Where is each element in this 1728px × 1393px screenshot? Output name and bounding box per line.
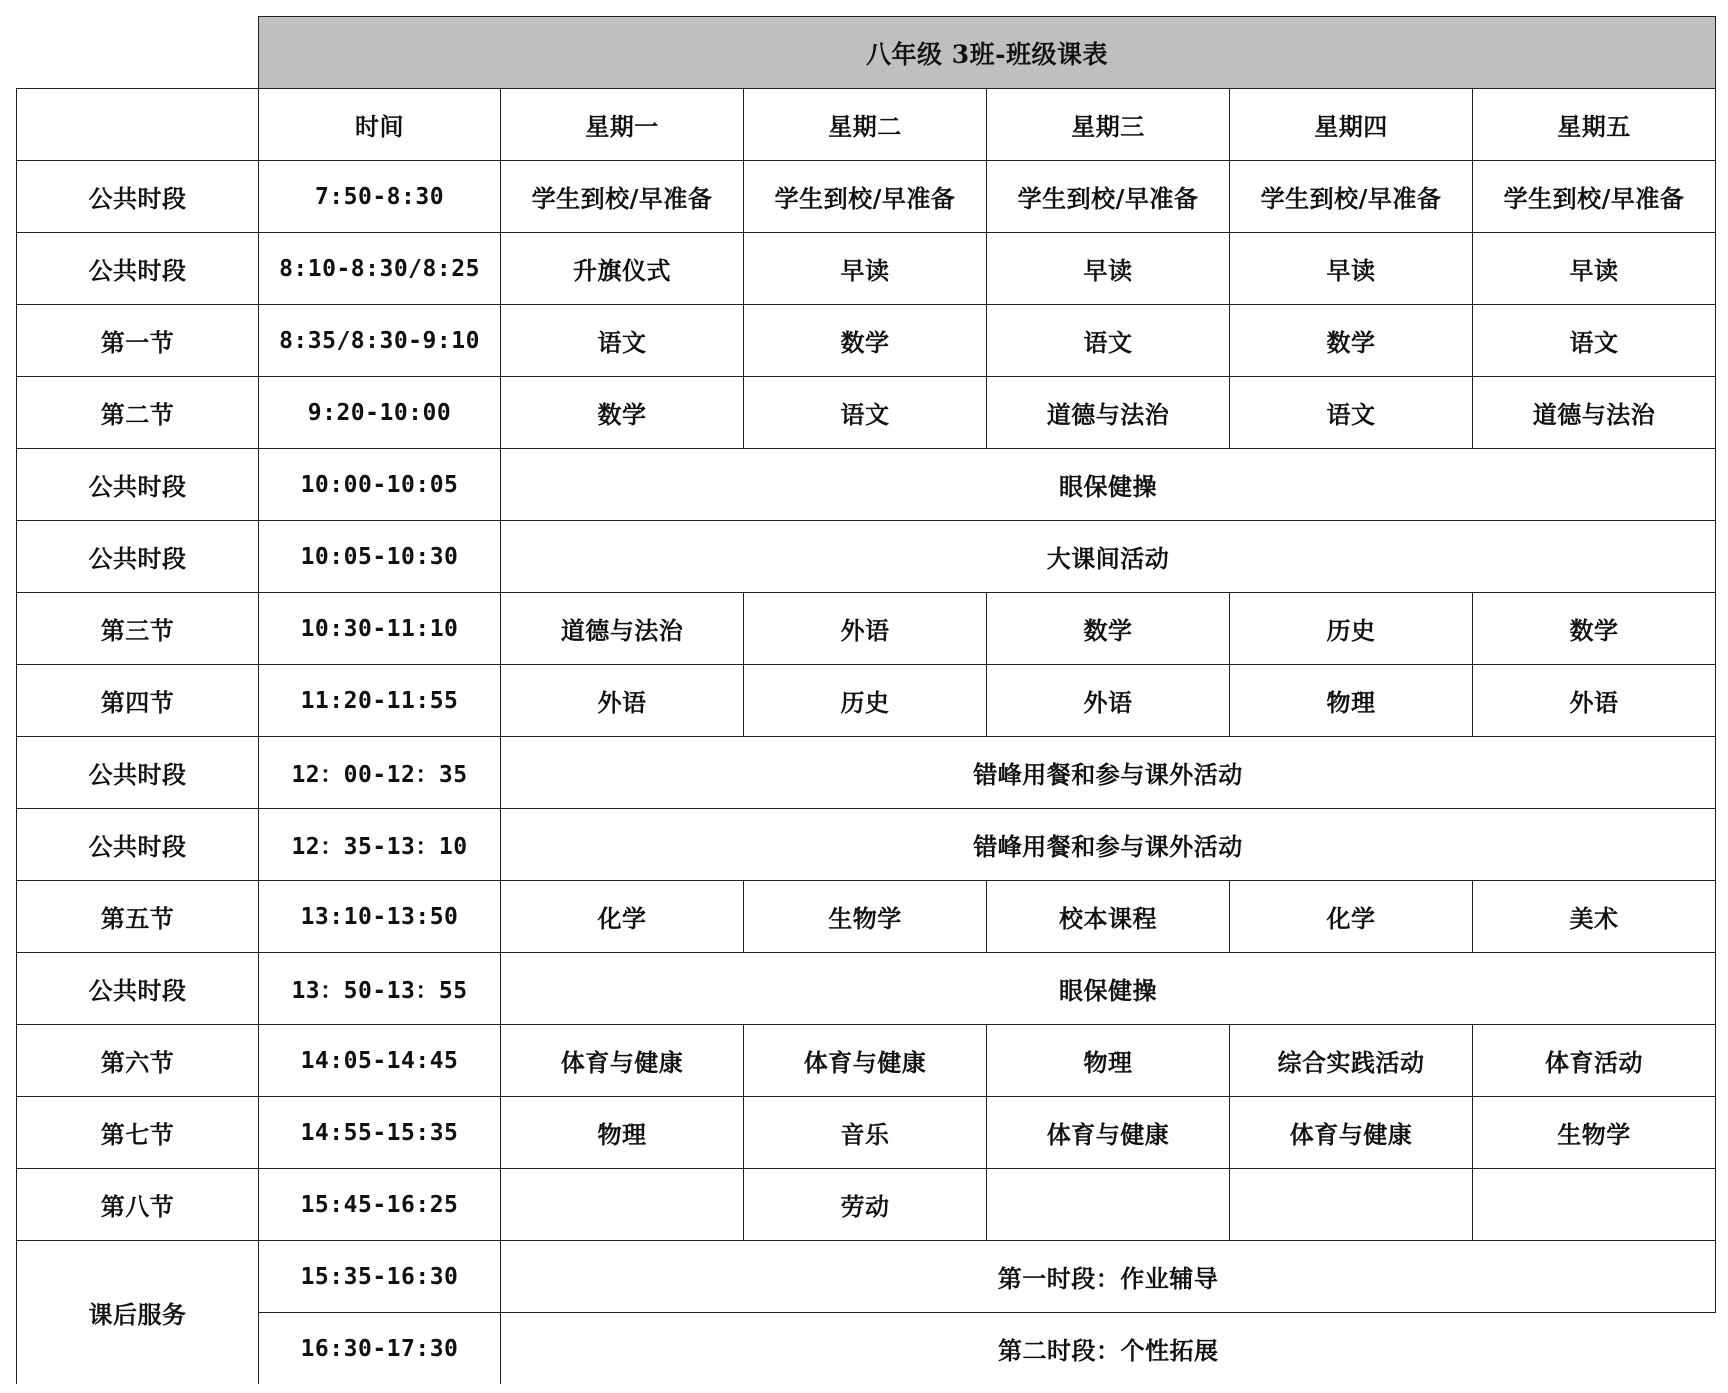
table-row: [17, 1097, 1716, 1169]
timetable-container: [16, 16, 1716, 1384]
subject-cell: 体育与健康: [501, 1025, 744, 1097]
after-school-time: 16:30-17:30: [259, 1313, 501, 1385]
subject-cell: 数学: [744, 305, 987, 377]
header-empty-cell: [17, 89, 259, 161]
period-time: 7:50-8:30: [259, 161, 501, 233]
subject-cell: 早读: [1473, 233, 1716, 305]
subject-cell: [1473, 1169, 1716, 1241]
table-row: [17, 953, 1716, 1025]
table-row: [17, 593, 1716, 665]
subject-cell: 生物学: [1473, 1097, 1716, 1169]
subject-cell: 体育活动: [1473, 1025, 1716, 1097]
title-row: [17, 17, 1716, 89]
subject-cell: 体育与健康: [744, 1025, 987, 1097]
period-time: 13：50-13：55: [259, 953, 501, 1025]
period-time: 10:30-11:10: [259, 593, 501, 665]
period-label: 公共时段: [17, 449, 259, 521]
period-label: 第八节: [17, 1169, 259, 1241]
table-row: [17, 737, 1716, 809]
subject-cell: 外语: [744, 593, 987, 665]
subject-cell: 物理: [1230, 665, 1473, 737]
period-label: 公共时段: [17, 953, 259, 1025]
period-label: 公共时段: [17, 233, 259, 305]
subject-cell: 历史: [1230, 593, 1473, 665]
period-label: 第三节: [17, 593, 259, 665]
subject-cell: 早读: [744, 233, 987, 305]
period-label: 第二节: [17, 377, 259, 449]
period-time: 14:55-15:35: [259, 1097, 501, 1169]
after-school-row: [17, 1313, 1716, 1385]
period-time: 8:10-8:30/8:25: [259, 233, 501, 305]
after-school-activity: 第二时段：个性拓展: [501, 1313, 1716, 1385]
subject-cell: 语文: [1473, 305, 1716, 377]
period-label: 公共时段: [17, 161, 259, 233]
subject-cell: 美术: [1473, 881, 1716, 953]
table-row: [17, 1169, 1716, 1241]
corner-cell: [17, 17, 259, 89]
subject-cell: 道德与法治: [1473, 377, 1716, 449]
class-timetable: [16, 16, 1716, 1384]
period-time: 9:20-10:00: [259, 377, 501, 449]
subject-cell: 化学: [501, 881, 744, 953]
table-row: [17, 233, 1716, 305]
subject-cell: 校本课程: [987, 881, 1230, 953]
period-time: 10:05-10:30: [259, 521, 501, 593]
subject-cell: 语文: [987, 305, 1230, 377]
table-row: [17, 521, 1716, 593]
table-row: [17, 881, 1716, 953]
period-time: 8:35/8:30-9:10: [259, 305, 501, 377]
subject-cell: 音乐: [744, 1097, 987, 1169]
subject-cell: 生物学: [744, 881, 987, 953]
table-row: [17, 449, 1716, 521]
timetable-body: [17, 17, 1716, 1385]
period-label: 第五节: [17, 881, 259, 953]
table-row: [17, 305, 1716, 377]
header-time: 时间: [259, 89, 501, 161]
table-row: [17, 377, 1716, 449]
subject-cell: 道德与法治: [501, 593, 744, 665]
subject-cell: 外语: [1473, 665, 1716, 737]
period-time: 15:45-16:25: [259, 1169, 501, 1241]
header-day-mon: 星期一: [501, 89, 744, 161]
subject-cell: 化学: [1230, 881, 1473, 953]
subject-cell: 体育与健康: [987, 1097, 1230, 1169]
table-row: [17, 1025, 1716, 1097]
subject-cell: 综合实践活动: [1230, 1025, 1473, 1097]
after-school-row: [17, 1241, 1716, 1313]
period-label: 第一节: [17, 305, 259, 377]
subject-cell: [1230, 1169, 1473, 1241]
period-label: 第六节: [17, 1025, 259, 1097]
subject-cell: 学生到校/早准备: [1473, 161, 1716, 233]
subject-cell: 物理: [501, 1097, 744, 1169]
period-time: 13:10-13:50: [259, 881, 501, 953]
after-school-activity: 第一时段：作业辅导: [501, 1241, 1716, 1313]
merged-activity-cell: 大课间活动: [501, 521, 1716, 593]
merged-activity-cell: 错峰用餐和参与课外活动: [501, 809, 1716, 881]
subject-cell: 道德与法治: [987, 377, 1230, 449]
header-day-wed: 星期三: [987, 89, 1230, 161]
table-row: [17, 809, 1716, 881]
header-day-thu: 星期四: [1230, 89, 1473, 161]
subject-cell: 数学: [1473, 593, 1716, 665]
subject-cell: 升旗仪式: [501, 233, 744, 305]
subject-cell: 数学: [987, 593, 1230, 665]
merged-activity-cell: 错峰用餐和参与课外活动: [501, 737, 1716, 809]
subject-cell: 语文: [1230, 377, 1473, 449]
table-title: 八年级 3班-班级课表: [259, 17, 1716, 89]
after-school-time: 15:35-16:30: [259, 1241, 501, 1313]
subject-cell: [501, 1169, 744, 1241]
after-school-label: 课后服务: [17, 1241, 259, 1385]
subject-cell: [987, 1169, 1230, 1241]
subject-cell: 学生到校/早准备: [744, 161, 987, 233]
period-label: 第七节: [17, 1097, 259, 1169]
period-time: 12：00-12：35: [259, 737, 501, 809]
period-time: 12：35-13：10: [259, 809, 501, 881]
subject-cell: 学生到校/早准备: [501, 161, 744, 233]
period-time: 14:05-14:45: [259, 1025, 501, 1097]
subject-cell: 历史: [744, 665, 987, 737]
subject-cell: 早读: [1230, 233, 1473, 305]
period-label: 公共时段: [17, 809, 259, 881]
subject-cell: 学生到校/早准备: [1230, 161, 1473, 233]
subject-cell: 数学: [1230, 305, 1473, 377]
period-time: 11:20-11:55: [259, 665, 501, 737]
merged-activity-cell: 眼保健操: [501, 449, 1716, 521]
period-time: 10:00-10:05: [259, 449, 501, 521]
header-day-fri: 星期五: [1473, 89, 1716, 161]
subject-cell: 外语: [987, 665, 1230, 737]
subject-cell: 外语: [501, 665, 744, 737]
period-label: 公共时段: [17, 737, 259, 809]
period-label: 公共时段: [17, 521, 259, 593]
subject-cell: 早读: [987, 233, 1230, 305]
subject-cell: 体育与健康: [1230, 1097, 1473, 1169]
merged-activity-cell: 眼保健操: [501, 953, 1716, 1025]
period-label: 第四节: [17, 665, 259, 737]
subject-cell: 语文: [501, 305, 744, 377]
subject-cell: 语文: [744, 377, 987, 449]
subject-cell: 劳动: [744, 1169, 987, 1241]
subject-cell: 物理: [987, 1025, 1230, 1097]
table-row: [17, 665, 1716, 737]
subject-cell: 数学: [501, 377, 744, 449]
header-day-tue: 星期二: [744, 89, 987, 161]
subject-cell: 学生到校/早准备: [987, 161, 1230, 233]
table-row: [17, 161, 1716, 233]
header-row: [17, 89, 1716, 161]
